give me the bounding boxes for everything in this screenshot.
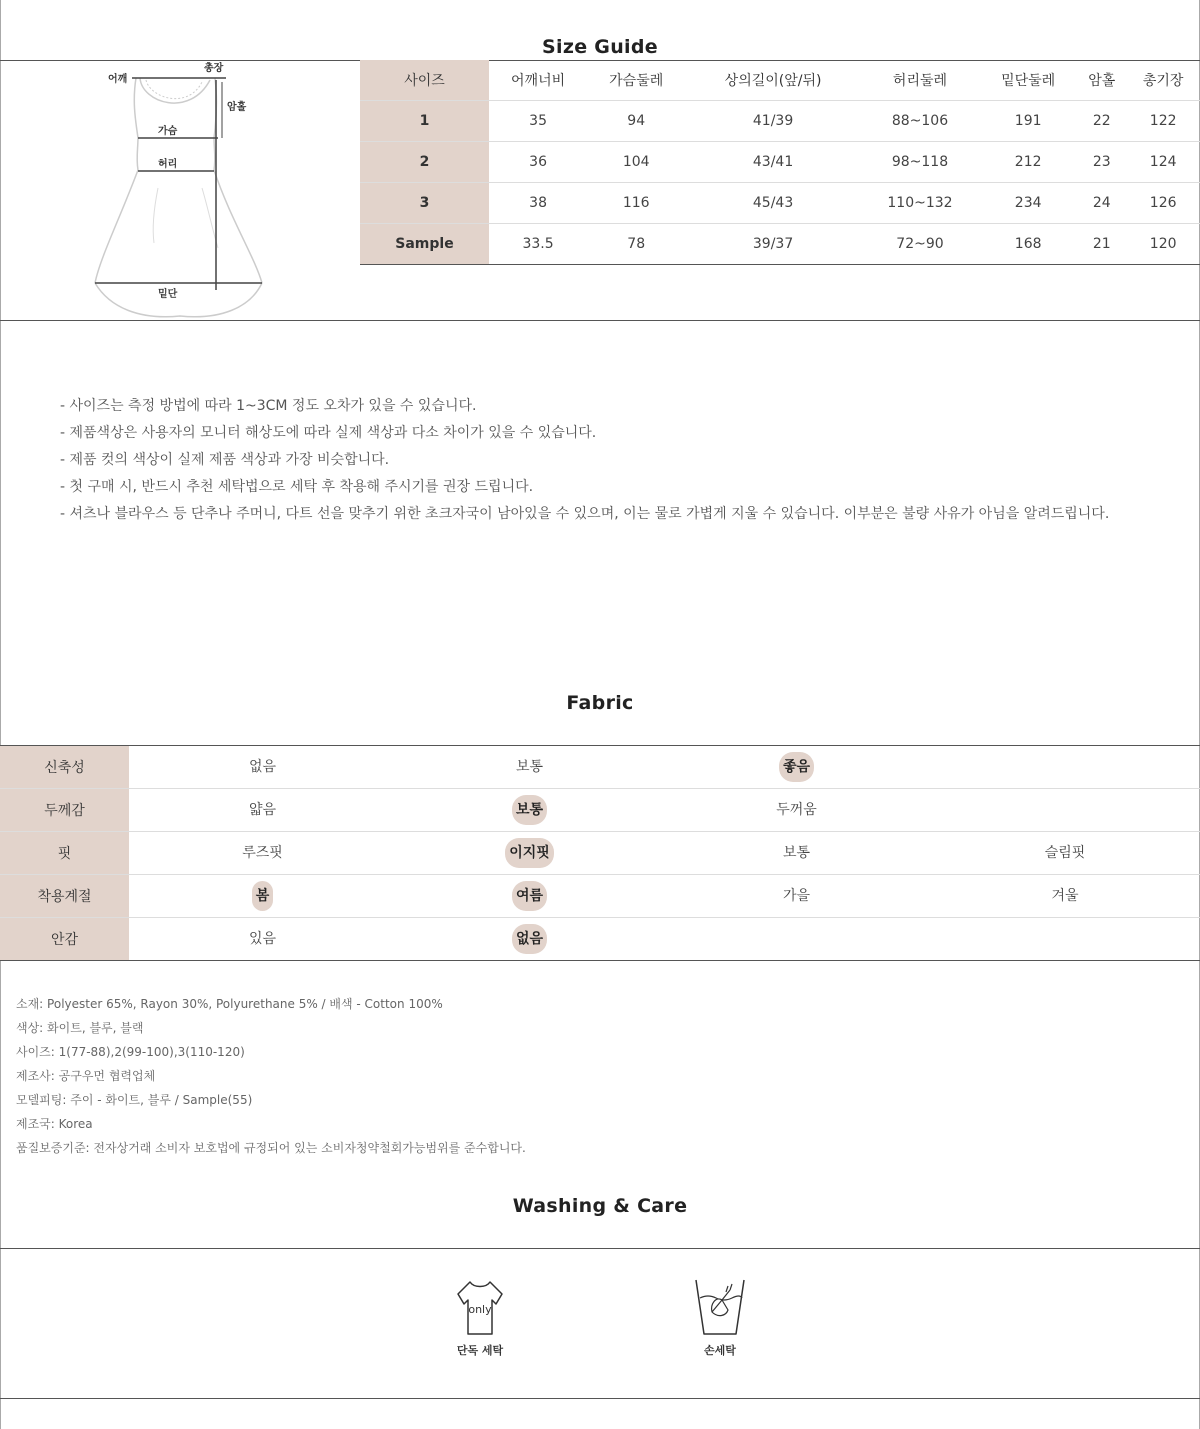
table-cell: 212 [979, 142, 1077, 183]
product-details [16, 992, 526, 1160]
fabric-row-label: 두께감 [0, 789, 129, 832]
care-title: Washing & Care [512, 1195, 688, 1217]
notice-item: - 사이즈는 측정 방법에 따라 1~3CM 정도 오차가 있을 수 있습니다. [60, 398, 477, 414]
fabric-cell [663, 832, 930, 875]
notice-item: - 첫 구매 시, 반드시 추천 세탁법으로 세탁 후 착용해 주시기를 권장 드립니다. [60, 479, 534, 495]
fabric-cell [396, 832, 663, 875]
fabric-row-label: 신축성 [0, 746, 129, 789]
table-cell: 33.5 [489, 224, 587, 265]
fabric-option: 있음 [248, 931, 277, 947]
column-header: 상의길이(앞/뒤) [685, 60, 861, 101]
label-waist: 허리 [158, 159, 178, 170]
table-cell: 98~118 [861, 142, 979, 183]
table-cell: 21 [1077, 224, 1126, 265]
detail-size: 사이즈: 1(77-88),2(99-100),3(110-120) [16, 1045, 245, 1059]
label-hem: 밑단 [158, 289, 178, 300]
fabric-option: 슬림핏 [1044, 845, 1086, 861]
table-row [360, 101, 1200, 142]
table-cell: 88~106 [861, 101, 979, 142]
fabric-cell [930, 832, 1200, 875]
notice-list [60, 394, 1109, 529]
table-cell: 120 [1126, 224, 1200, 265]
column-header: 어깨너비 [489, 60, 587, 101]
fabric-option-selected: 이지핏 [505, 838, 554, 868]
fabric-cell [396, 746, 663, 789]
detail-manufacturer: 제조사: 공구우먼 협력업체 [16, 1069, 156, 1083]
detail-color: 색상: 화이트, 블루, 블랙 [16, 1021, 144, 1035]
table-cell: 24 [1077, 183, 1126, 224]
table-cell: 94 [587, 101, 685, 142]
column-header: 밑단둘레 [979, 60, 1077, 101]
label-armhole: 암홀 [227, 102, 247, 113]
notice-item: - 제품색상은 사용자의 모니터 해상도에 따라 실제 색상과 다소 차이가 있을 수 있습니다. [60, 425, 597, 441]
table-cell: 104 [587, 142, 685, 183]
detail-quality: 품질보증기준: 전자상거래 소비자 보호법에 규정되어 있는 소비자청약철회가능범위를 준수합니다. [16, 1141, 526, 1155]
table-cell: 43/41 [685, 142, 861, 183]
fabric-cell [930, 746, 1200, 789]
fabric-cell [663, 875, 930, 918]
fabric-cell [663, 918, 930, 961]
divider [0, 1398, 1200, 1399]
fabric-option: 보통 [782, 845, 811, 861]
fabric-row [0, 918, 1200, 961]
fabric-row-label: 핏 [0, 832, 129, 875]
fabric-cell [663, 746, 930, 789]
fabric-cell [663, 789, 930, 832]
fabric-option: 루즈핏 [242, 845, 283, 861]
detail-origin: 제조국: Korea [16, 1117, 93, 1131]
care-item-solo-wash [420, 1276, 540, 1358]
table-cell: 39/37 [685, 224, 861, 265]
notice-item: - 셔츠나 블라우스 등 단추나 주머니, 다트 선을 맞추기 위한 초크자국이 남아있을 수 있으며, 이는 물로 가볍게 지울 수 있습니다. 이부분은 불량 사유가 아님을 알려드립니다. [60, 506, 1110, 522]
table-cell: 35 [489, 101, 587, 142]
table-cell: 22 [1077, 101, 1126, 142]
care-label: 손세탁 [704, 1344, 736, 1357]
fabric-cell [129, 789, 396, 832]
table-cell: 191 [979, 101, 1077, 142]
table-cell: 78 [587, 224, 685, 265]
table-cell: 122 [1126, 101, 1200, 142]
table-cell: 36 [489, 142, 587, 183]
detail-material: 소재: Polyester 65%, Rayon 30%, Polyurethane 5% / 배색 - Cotton 100% [16, 997, 443, 1011]
fabric-option: 두꺼움 [776, 802, 817, 818]
fabric-option-selected: 좋음 [779, 752, 814, 782]
table-cell: 23 [1077, 142, 1126, 183]
care-item-hand-wash [660, 1276, 780, 1358]
detail-model-fitting: 모델피팅: 주이 - 화이트, 블루 / Sample(55) [16, 1093, 253, 1107]
table-row [360, 224, 1200, 265]
fabric-option-selected: 없음 [512, 924, 547, 954]
column-header: 가슴둘레 [587, 60, 685, 101]
table-cell: 45/43 [685, 183, 861, 224]
fabric-option: 가을 [782, 888, 811, 904]
fabric-option: 보통 [515, 759, 544, 775]
fabric-cell [930, 789, 1200, 832]
divider [0, 1248, 1200, 1249]
fabric-option-selected: 여름 [512, 881, 547, 911]
fabric-option: 얇음 [248, 802, 277, 818]
table-cell: 116 [587, 183, 685, 224]
fabric-row [0, 746, 1200, 789]
table-cell: 168 [979, 224, 1077, 265]
fabric-cell [930, 875, 1200, 918]
table-row [360, 142, 1200, 183]
fabric-option-selected: 봄 [252, 881, 274, 911]
fabric-option: 없음 [248, 759, 277, 775]
column-header: 암홀 [1077, 60, 1126, 101]
dress-measurement-diagram [80, 58, 280, 320]
fabric-cell [129, 918, 396, 961]
fabric-row-label: 안감 [0, 918, 129, 961]
fabric-table [0, 746, 1200, 961]
size-table-header [360, 60, 1200, 101]
fabric-row [0, 832, 1200, 875]
fabric-cell [396, 875, 663, 918]
table-cell: 126 [1126, 183, 1200, 224]
label-length: 총장 [204, 63, 224, 74]
label-shoulder: 어깨 [108, 74, 128, 85]
fabric-cell [396, 789, 663, 832]
size-cell: 1 [360, 101, 489, 142]
table-cell: 110~132 [861, 183, 979, 224]
size-cell: 3 [360, 183, 489, 224]
size-cell: Sample [360, 224, 489, 265]
size-table [360, 60, 1200, 265]
label-chest: 가슴 [158, 126, 178, 137]
divider [0, 320, 1200, 321]
column-header: 허리둘레 [861, 60, 979, 101]
hand-wash-icon [690, 1276, 750, 1338]
fabric-title: Fabric [566, 692, 634, 714]
fabric-row [0, 875, 1200, 918]
table-cell: 124 [1126, 142, 1200, 183]
fabric-option-selected: 보통 [512, 795, 547, 825]
fabric-row-label: 착용계절 [0, 875, 129, 918]
fabric-cell [930, 918, 1200, 961]
fabric-row [0, 789, 1200, 832]
size-cell: 2 [360, 142, 489, 183]
fabric-cell [396, 918, 663, 961]
table-cell: 41/39 [685, 101, 861, 142]
table-cell: 38 [489, 183, 587, 224]
fabric-cell [129, 875, 396, 918]
size-guide-title: Size Guide [542, 36, 658, 58]
tshirt-only-icon [450, 1276, 510, 1338]
fabric-cell [129, 746, 396, 789]
table-cell: 234 [979, 183, 1077, 224]
column-header: 총기장 [1126, 60, 1200, 101]
table-row [360, 183, 1200, 224]
care-label: 단독 세탁 [456, 1344, 504, 1357]
table-cell: 72~90 [861, 224, 979, 265]
notice-item: - 제품 컷의 색상이 실제 제품 색상과 가장 비슷합니다. [60, 452, 390, 468]
fabric-cell [129, 832, 396, 875]
fabric-option: 겨울 [1051, 888, 1079, 904]
tshirt-only-text: only [468, 1303, 492, 1316]
column-header: 사이즈 [360, 60, 489, 101]
